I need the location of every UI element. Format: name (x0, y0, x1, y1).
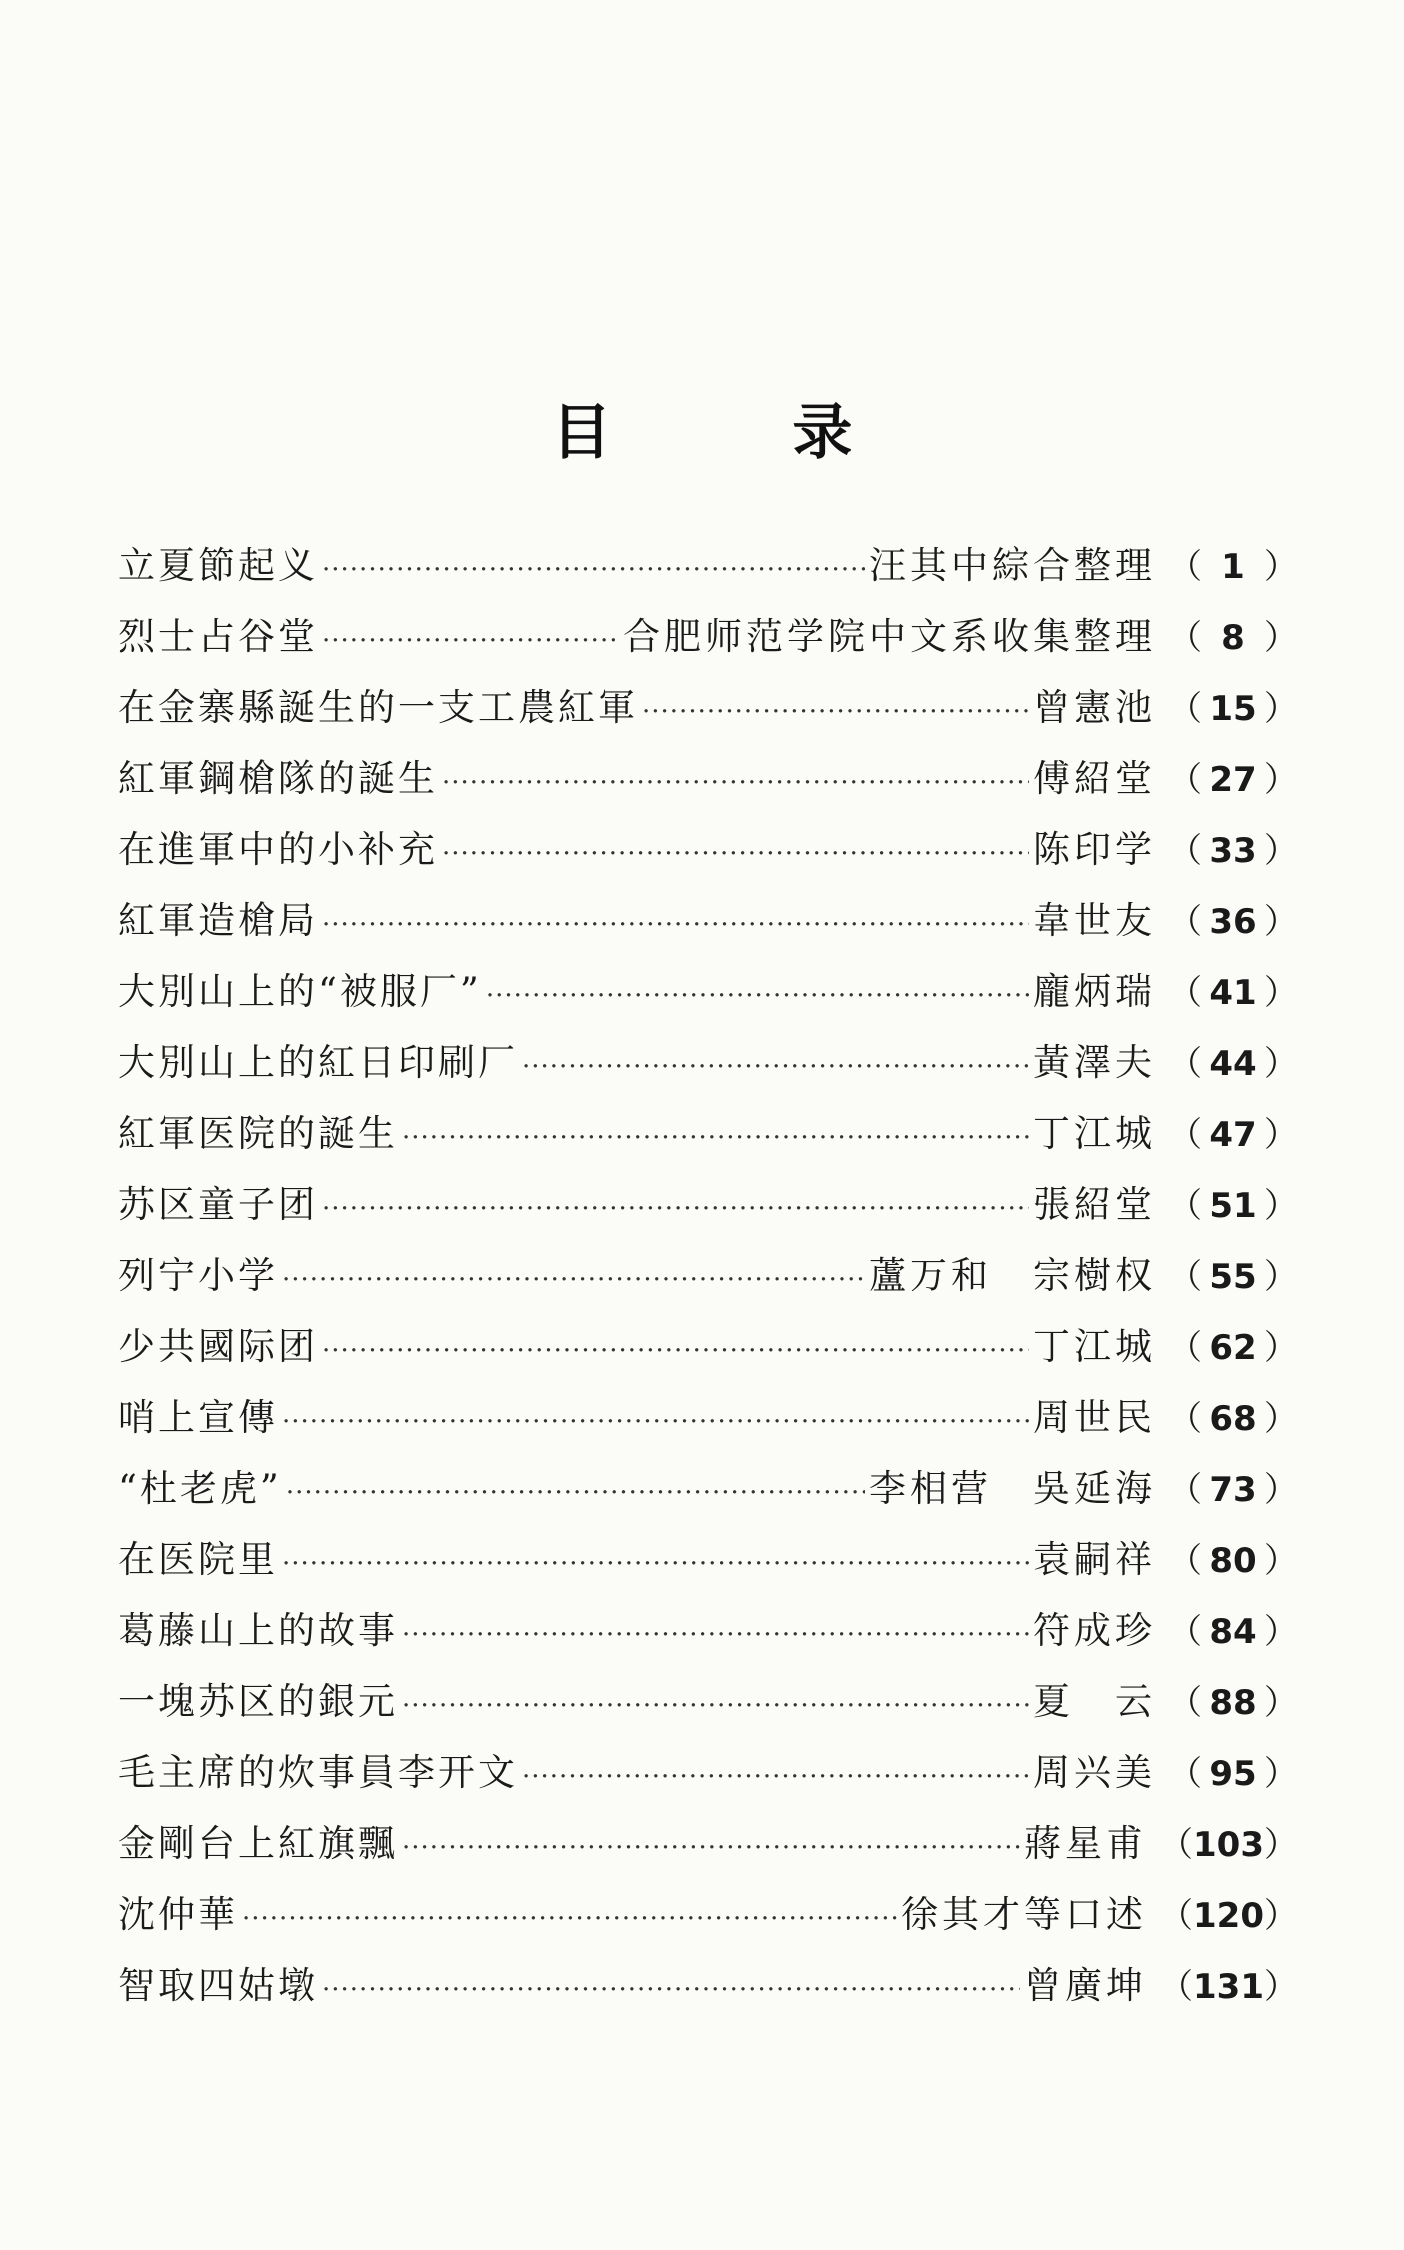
toc-entry-title: “杜老虎” (118, 1467, 282, 1510)
toc-entry-author: 曾廣坤 (1024, 1964, 1148, 2007)
toc-entry-author: 袁嗣祥 (1033, 1538, 1156, 1581)
table-of-contents (118, 530, 1298, 2021)
toc-entry-page: （ 73 ） (1156, 1455, 1298, 1526)
toc-leader-dots (402, 1600, 1029, 1671)
toc-entry-title: 金剛台上紅旗飄 (118, 1822, 398, 1865)
toc-leader-dots (282, 1387, 1029, 1458)
toc-leader-dots (282, 1529, 1029, 1600)
toc-entry-page: （ 41 ） (1156, 958, 1298, 1029)
toc-page-number: 33 (1209, 831, 1257, 871)
toc-entry-author: 李相营 吳延海 (869, 1467, 1156, 1510)
toc-entry-title: 在進軍中的小补充 (118, 828, 438, 871)
toc-entry-author: 徐其才等口述 (901, 1893, 1148, 1936)
toc-entry (118, 1311, 1298, 1382)
toc-entry-page: （ 84 ） (1156, 1597, 1298, 1668)
toc-entry (118, 1027, 1298, 1098)
toc-page-number: 44 (1209, 1044, 1257, 1084)
toc-entry-title: 毛主席的炊事員李开文 (118, 1751, 518, 1794)
toc-entry (118, 1098, 1298, 1169)
toc-entry-title: 哨上宣傳 (118, 1396, 278, 1439)
toc-page-number: 84 (1209, 1612, 1257, 1652)
toc-leader-dots (322, 1316, 1029, 1387)
toc-entry-title: 紅軍医院的誕生 (118, 1112, 398, 1155)
toc-entry (118, 1950, 1298, 2021)
toc-entry (118, 1737, 1298, 1808)
toc-entry-title: 列宁小学 (118, 1254, 278, 1297)
toc-entry (118, 1808, 1298, 1879)
toc-entry-author: 周兴美 (1033, 1751, 1156, 1794)
toc-leader-dots (402, 1813, 1020, 1884)
toc-leader-dots (322, 890, 1029, 961)
toc-entry (118, 956, 1298, 1027)
toc-entry-page: （ 62 ） (1156, 1313, 1298, 1384)
toc-entry-author: 蔣星甫 (1024, 1822, 1148, 1865)
toc-entry-page: （ 88 ） (1156, 1668, 1298, 1739)
toc-page-number: 8 (1221, 618, 1245, 658)
toc-entry-page: （ 8 ） (1156, 603, 1298, 674)
toc-entry (118, 1240, 1298, 1311)
toc-entry-author: 夏 云 (1033, 1680, 1156, 1723)
toc-entry-title: 葛藤山上的故事 (118, 1609, 398, 1652)
toc-leader-dots (442, 748, 1029, 819)
toc-entry-author: 黃澤夫 (1033, 1041, 1156, 1084)
toc-entry (118, 1382, 1298, 1453)
toc-entry-title: 立夏節起义 (118, 544, 318, 587)
toc-leader-dots (282, 1245, 865, 1316)
toc-entry-author: 合肥师范学院中文系收集整理 (623, 615, 1156, 658)
toc-entry-page: （ 1 ） (1156, 532, 1298, 603)
toc-entry (118, 1524, 1298, 1595)
toc-entry-author: 陈印学 (1033, 828, 1156, 871)
toc-page-number: 62 (1209, 1328, 1257, 1368)
toc-page-number: 73 (1209, 1470, 1257, 1510)
toc-page-number: 80 (1209, 1541, 1257, 1581)
toc-leader-dots (442, 819, 1029, 890)
toc-entry-title: 少共國际团 (118, 1325, 318, 1368)
toc-entry-page: （ 27 ） (1156, 745, 1298, 816)
toc-entry (118, 885, 1298, 956)
toc-leader-dots (522, 1032, 1029, 1103)
toc-entry (118, 1666, 1298, 1737)
toc-entry-title: 一塊苏区的銀元 (118, 1680, 398, 1723)
toc-entry-author: 丁江城 (1033, 1325, 1156, 1368)
toc-entry (118, 743, 1298, 814)
toc-entry-page: （ 55 ） (1156, 1242, 1298, 1313)
toc-entry-author: 傅紹堂 (1033, 757, 1156, 800)
toc-entry (118, 814, 1298, 885)
toc-entry (118, 1169, 1298, 1240)
toc-leader-dots (286, 1458, 865, 1529)
toc-entry-page: （ 33 ） (1156, 816, 1298, 887)
toc-entry-author: 韋世友 (1033, 899, 1156, 942)
toc-page-number: 103 (1193, 1825, 1264, 1865)
toc-entry-title: 智取四姑墩 (118, 1964, 318, 2007)
toc-entry-author: 汪其中綜合整理 (869, 544, 1156, 587)
toc-leader-dots (402, 1103, 1029, 1174)
toc-entry-page: （ 80 ） (1156, 1526, 1298, 1597)
toc-entry-title: 紅軍鋼槍隊的誕生 (118, 757, 438, 800)
toc-entry-title: 大別山上的紅日印刷厂 (118, 1041, 518, 1084)
toc-page-number: 88 (1209, 1683, 1257, 1723)
toc-page-number: 1 (1221, 547, 1245, 587)
toc-leader-dots (322, 1955, 1020, 2026)
toc-entry (118, 1595, 1298, 1666)
toc-entry-author: 周世民 (1033, 1396, 1156, 1439)
toc-leader-dots (322, 535, 865, 606)
toc-entry-page: （ 95 ） (1156, 1739, 1298, 1810)
toc-page-number: 68 (1209, 1399, 1257, 1439)
toc-leader-dots (402, 1671, 1029, 1742)
toc-entry-title: 苏区童子团 (118, 1183, 318, 1226)
toc-leader-dots (522, 1742, 1029, 1813)
toc-page-number: 15 (1209, 689, 1257, 729)
toc-entry-page: （ 44 ） (1156, 1029, 1298, 1100)
toc-entry-page: （ 36 ） (1156, 887, 1298, 958)
toc-entry-page: （ 15 ） (1156, 674, 1298, 745)
toc-entry (118, 672, 1298, 743)
toc-page-number: 36 (1209, 902, 1257, 942)
toc-entry-title: 紅軍造槍局 (118, 899, 318, 942)
toc-entry-page: （ 103 ） (1147, 1810, 1298, 1881)
toc-page-number: 55 (1209, 1257, 1257, 1297)
toc-entry-author: 符成珍 (1033, 1609, 1156, 1652)
toc-entry-page: （ 51 ） (1156, 1171, 1298, 1242)
toc-entry (118, 1879, 1298, 1950)
toc-page-number: 41 (1209, 973, 1257, 1013)
toc-entry-title: 沈仲華 (118, 1893, 238, 1936)
toc-leader-dots (486, 961, 1029, 1032)
toc-page-number: 131 (1193, 1967, 1264, 2007)
toc-entry-author: 張紹堂 (1033, 1183, 1156, 1226)
toc-page-number: 95 (1209, 1754, 1257, 1794)
toc-page-number: 120 (1193, 1896, 1264, 1936)
toc-entry-page: （ 131 ） (1147, 1952, 1298, 2023)
toc-entry (118, 601, 1298, 672)
toc-entry-title: 大別山上的“被服厂” (118, 970, 482, 1013)
toc-entry (118, 1453, 1298, 1524)
toc-entry-title: 烈士占谷堂 (118, 615, 318, 658)
toc-entry-author: 丁江城 (1033, 1112, 1156, 1155)
toc-leader-dots (322, 1174, 1029, 1245)
toc-leader-dots (242, 1884, 897, 1955)
toc-entry-author: 龐炳瑞 (1033, 970, 1156, 1013)
toc-leader-dots (322, 606, 619, 677)
toc-entry (118, 530, 1298, 601)
toc-entry-title: 在金寨縣誕生的一支工農紅軍 (118, 686, 638, 729)
toc-page-number: 47 (1209, 1115, 1257, 1155)
toc-entry-page: （ 120 ） (1147, 1881, 1298, 1952)
toc-leader-dots (642, 677, 1029, 748)
toc-entry-page: （ 47 ） (1156, 1100, 1298, 1171)
toc-entry-author: 蘆万和 宗樹权 (869, 1254, 1156, 1297)
page-title: 目 录 (551, 398, 933, 468)
toc-entry-title: 在医院里 (118, 1538, 278, 1581)
toc-page-number: 27 (1209, 760, 1257, 800)
toc-entry-page: （ 68 ） (1156, 1384, 1298, 1455)
toc-page-number: 51 (1209, 1186, 1257, 1226)
toc-entry-author: 曾憲池 (1033, 686, 1156, 729)
